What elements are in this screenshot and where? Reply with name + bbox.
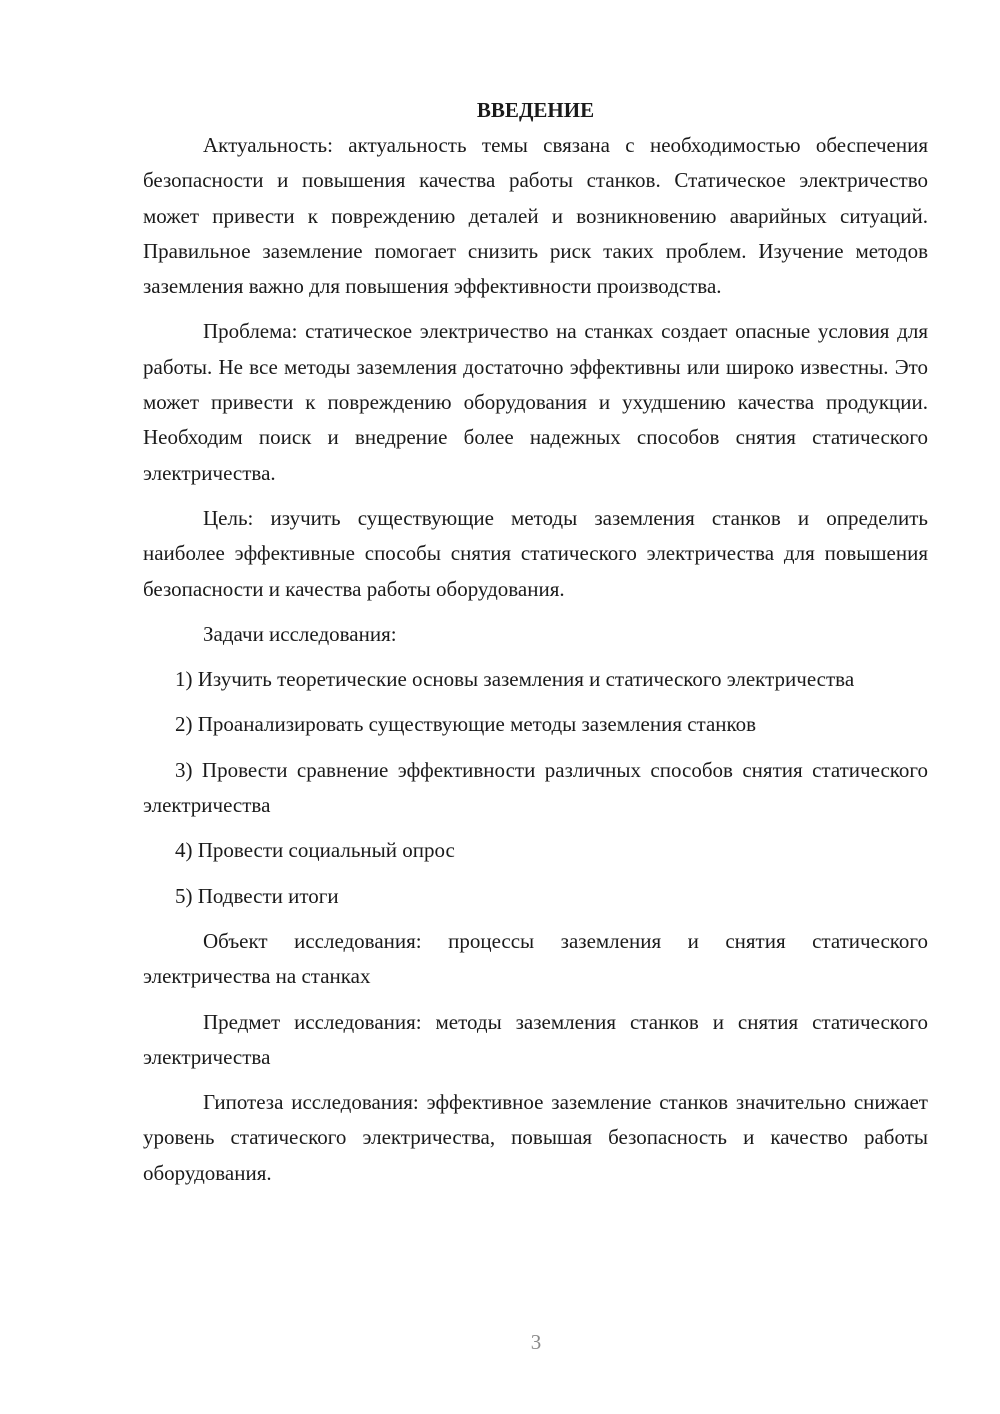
- problem-paragraph: Проблема: статическое электричество на станках создает опасные условия для работы. Не все методы заземления достаточно эффективны или широко известны. Это может привести к повреждению оборудования и ухудшению качества продукции. Необходим поиск и внедрение более надежных способов снятия статического электричества.: [143, 319, 928, 485]
- task-item-1: 1) Изучить теоретические основы заземления и статического электричества: [175, 667, 855, 692]
- goal-paragraph: Цель: изучить существующие методы заземления станков и определить наиболее эффективные способы снятия статического электричества для повышения безопасности и качества работы оборудования.: [143, 505, 928, 601]
- document-page: [143, 93, 928, 1191]
- task-item-4: 4) Провести социальный опрос: [175, 838, 455, 863]
- task-item-3: 3) Провести сравнение эффективности различных способов снятия статического электричества: [143, 757, 928, 818]
- task-item-2: 2) Проанализировать существующие методы заземления станков: [175, 712, 757, 737]
- subject-paragraph: Предмет исследования: методы заземления станков и снятия статического электричества: [143, 1009, 928, 1069]
- tasks-heading: Задачи исследования:: [203, 621, 397, 646]
- hypothesis-paragraph: Гипотеза исследования: эффективное заземление станков значительно снижает уровень статического электричества, повышая безопасность и качество работы оборудования.: [143, 1090, 928, 1185]
- page-number: 3: [530, 1330, 542, 1354]
- task-item-5: 5) Подвести итоги: [175, 883, 339, 908]
- object-paragraph: Объект исследования: процессы заземления и снятия статического электричества на станках: [143, 928, 928, 989]
- page-title: ВВЕДЕНИЕ: [476, 98, 595, 122]
- relevance-paragraph: Актуальность: актуальность темы связана с необходимостью обеспечения безопасности и повышения качества работы станков. Статическое электричество может привести к повреждению деталей и возникновению аварийных ситуаций. Правильное заземление помогает снизить риск таких проблем. Изучение методов заземления важно для повышения эффективности производства.: [143, 133, 928, 299]
